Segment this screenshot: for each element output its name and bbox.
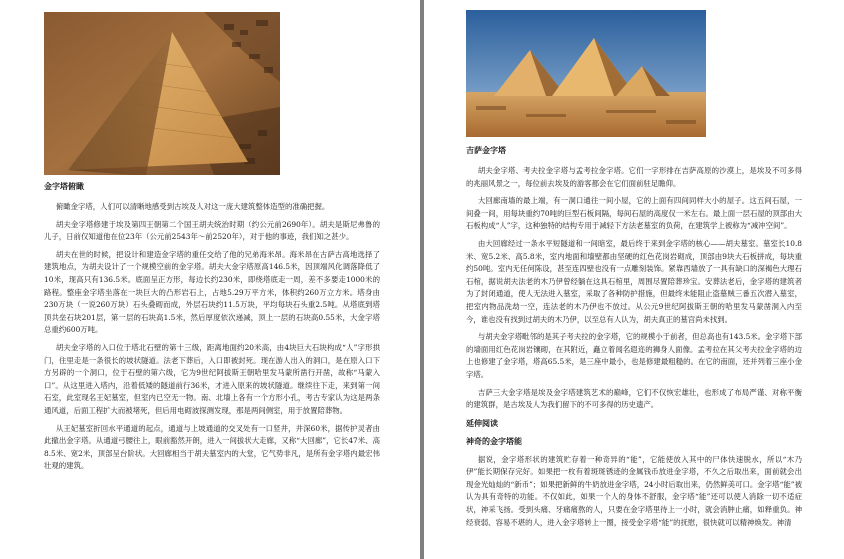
right-section-heading: 吉萨金字塔 <box>466 146 506 155</box>
pyramid-aerial-photo <box>44 12 280 175</box>
right-paragraph: 与胡夫金字塔毗邻的是其子考夫拉的金字塔，它的规模小于前者，但总高也有143.5米。金字塔下部的墙面用红色花岗岩镶砌，在其附近，矗立着闻名遐迩的狮身人面像。孟考拉在其父考夫拉金字塔的边上也修建了金字塔，塔高65.5米，是三座中最小，也是修建最粗糙的。在它的南面，还并列着三座小金字塔。 <box>466 332 803 379</box>
left-section-heading: 金字塔俯瞰 <box>44 182 84 191</box>
left-paragraph: 胡夫金字塔的入口位于塔北石壁的第十三级，距离地面约20米高，由4块巨大石块构成“人”字形拱门，住里走是一条很长的坡状隧道。法老下葬后，入口即被封死。现在游人出入的洞口，是在原入口下方另辟的一个洞口，位于石壁的第六级，它为9世纪阿拔斯王朝哈里发马蒙所凿行开凿，故称“马蒙入口”。从这里进入塔内，沿着低矮的隧道前行36米，才进入原来的坡状隧道。继续往下走，来到第一间石室，此室现名王妃墓室，但室内已空无一物。南、北墙上各有一个方形小孔，考古专家认为这是两条通风道，后面工程扩大而被堵死，但后用电砌波探测发现，那是两间侧室，用于放置陪葬物。 <box>44 342 380 415</box>
right-page-text <box>466 145 802 534</box>
pyramid-aerial-illustration <box>44 12 280 175</box>
right-page <box>424 0 844 559</box>
left-paragraph: 胡夫金字塔修建于埃及第四王朝第二个国王胡夫统治时期（约公元前2690年）。胡夫是斯尼弗鲁的儿子，日前仅知道他在位23年（公元前2543年～前2520年），对于他的事迹，我们知之甚少。 <box>44 219 380 242</box>
giza-pyramids-photo <box>466 10 706 137</box>
extended-reading-heading: 延伸阅读 <box>466 418 498 428</box>
left-paragraph: 俯瞰金字塔，人们可以清晰地感受到古埃及人对这一庞大建筑整体造型的准确把握。 <box>55 202 330 211</box>
right-paragraph: 大回廊南墙的最上端，有一洞口通往一间小屋，它的上面有四间同样大小的屋子。这五间石屋，一间叠一间，用每块重约70吨的巨型石板间隔，每间石屋的高度仅一米左右。最上面一层石屋的顶部由大石板构成“人”字，这种独特的结构专用于减轻下方法老墓室的负荷，在建筑学上被称为“减冲空间”。 <box>466 196 802 231</box>
right-paragraph: 胡夫金字塔、考夫拉金字塔与孟考拉金字塔。它们一字形排在吉萨高原的沙漠上，是埃及不可多得的兆丽风景之一，每位前去埃及的游客都会在它们面前驻足瞻仰。 <box>466 166 802 188</box>
left-paragraph: 从王妃墓室折回水平通道的起点，通道与上坡通道的交叉处有一口竖井，井深60米，据传护灵者由此撤出金字塔。从通道弓腰往上，眼前豁然开朗，进入一间拔状大走廊，又称“大回廊”，它长47米、高8.5米、宽2米，顶部呈台阶状。大回廊相当于胡夫墓室内的大堂，它气势非凡，是所有金字塔内最宏伟壮观的建筑。 <box>44 423 380 471</box>
left-page-text <box>44 181 380 478</box>
right-paragraph: 由大回廊经过一条水平短隧道和一间暗室，最后终于来到金字塔的核心——胡夫墓室。墓室长10.8米、宽5.2米、高5.8米，室内地面和墙壁都由坚硬的红色花岗岩砌成，顶部由9块大石板拼成，每块重约50吨。室内无任何陈设，甚至连四壁也没有一点雕刻装饰。紧靠西墙放了一具有缺口的深褐色大理石石棺，据说胡夫法老的木乃伊曾经躺在这具石棺里，周围尽置陪葬珍宝。安葬法老后，金字塔的建筑者为了封闭通道，使人无法进入墓室，采取了各种防护措施，但最终未能阻止盗墓贼三番五次潜入墓室，把室内物品洗劫一空，连法老的木乃伊也不放过。从公元9世纪阿拔斯王朝的哈里发马蒙凿洞入内至今，谁也没有找到过胡夫的木乃伊，以至总有人认为，胡夫真正的墓宫尚未找到。 <box>466 238 802 324</box>
extended-reading-paragraph: 据说，金字塔形状的建筑贮存着一种奇异的“能”，它能使放入其中的尸体快速脱水，所以“木乃伊”能长期保存完好。如果把一枚有着斑斑锈迹的金属钱币放进金字塔，不久之后取出来，面前就会出现金光灿灿的“新币”；如果把新鲜的牛奶放进金字塔，24小时后取出来，仍然鲜美可口。金字塔“能”被认为具有奇特的功能。不仅如此，如果一个人的身体不舒服，金字塔“能”还可以使人消除一切不适症状，神采飞扬。受到头痛、牙痛痛熬的人，只要在金字塔里待上一小时，就会消肿止痛，如释重负。神经衰弱、容易不堪的人，进入金字塔转上一圈，接受金字塔“能”的抚慰，很快就可以精神焕发。神清 <box>466 454 802 527</box>
left-page <box>0 0 420 559</box>
giza-pyramids-illustration <box>466 10 706 137</box>
pyramid-energy-heading: 神奇的金字塔能 <box>466 436 522 446</box>
right-paragraph: 吉萨三大金字塔是埃及金字塔建筑艺术的巅峰，它们不仅恢宏雄壮，也形成了布局严谨、对称平衡的建筑群，是古埃及人为我们留下的不可多得的历史遗产。 <box>466 387 802 410</box>
left-paragraph: 胡夫在世的时候，把设计和建造金字塔的重任交给了他的兄弟海米昂。海米昂在古萨古高地选择了建筑地点，为胡夫设计了一个规模空前的金字塔。胡夫大金字塔原高146.5米，因顶端风化调落降低了10米，现高只有136.5米。底面呈正方形，每边长约230米，即绕塔底走一周，差不多要走1000米的路程。整座金字塔坐落在一块巨大的凸形岩石上，占地5.29万平方米，体积约260万立方米。塔身由230万块（一说260万块）石头叠砌而成，外层石块约11.5万块，平均每块石头重2.5吨。从塔底到塔顶共垒石块201层，第一层的石块高1.5米，然后厚度依次递减，顶上一层的石块高0.55米，大金字塔总重约600万吨。 <box>44 249 380 335</box>
